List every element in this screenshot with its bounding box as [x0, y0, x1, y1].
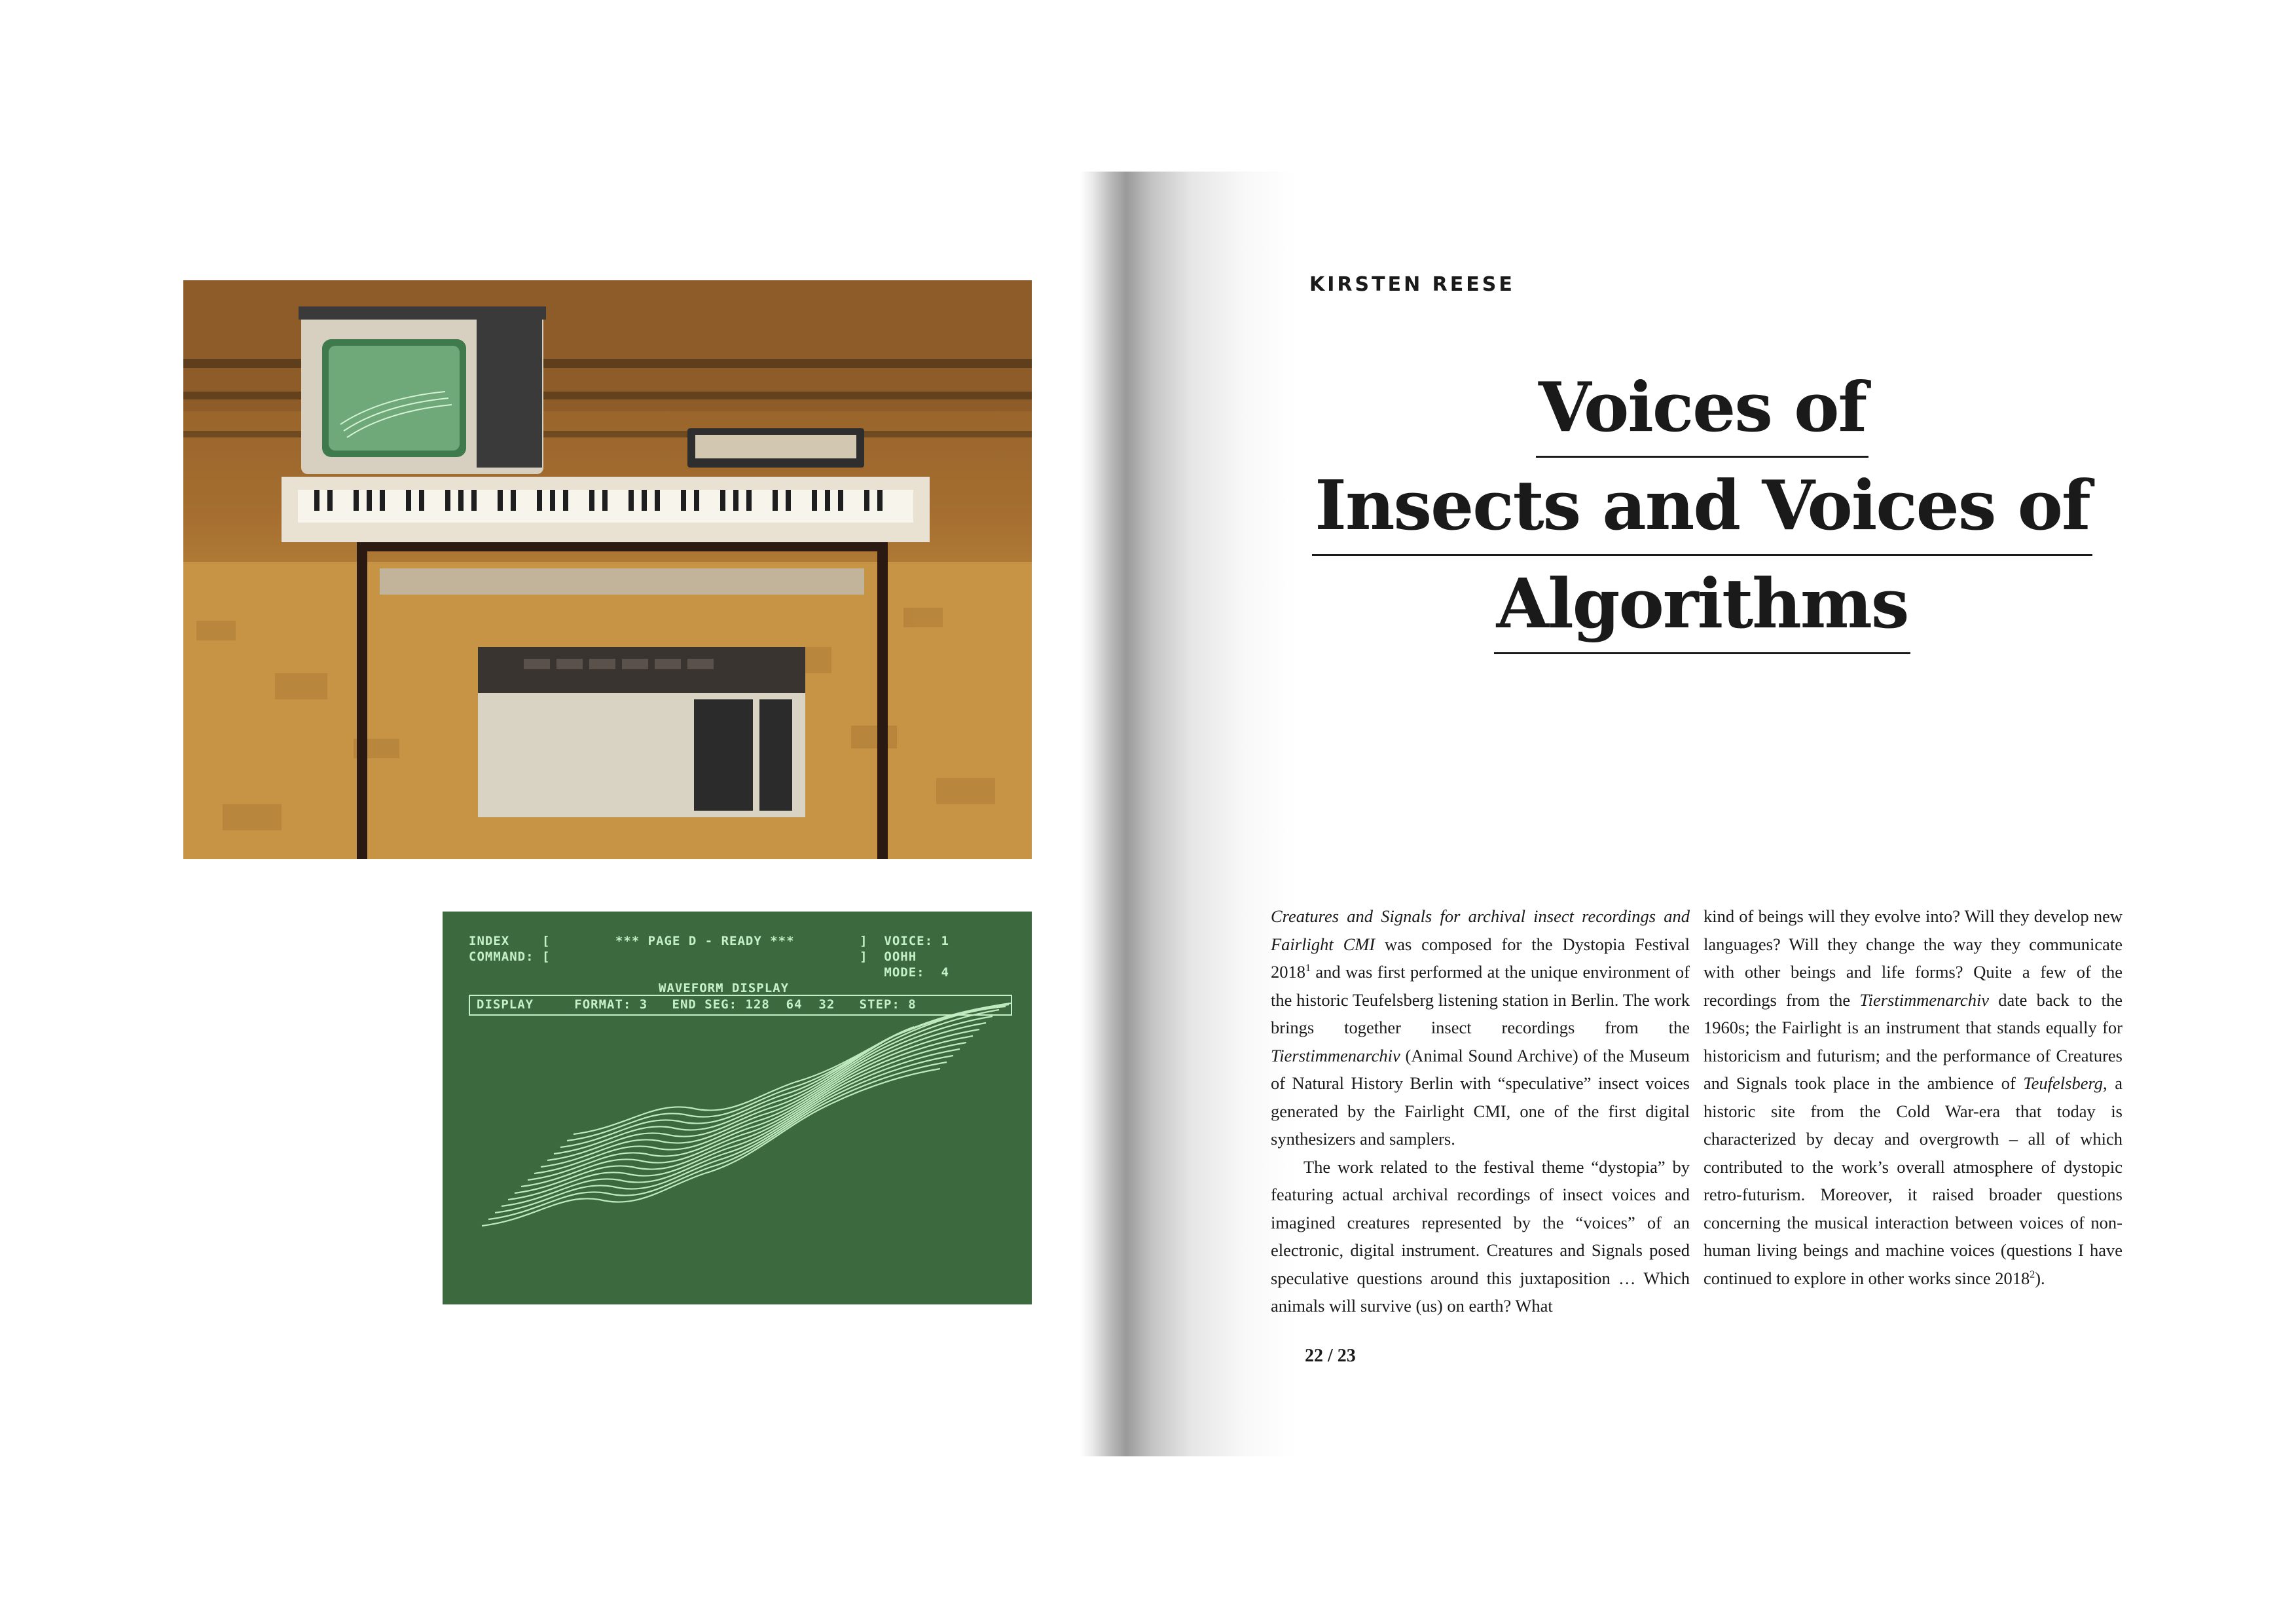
- fairlight-photo-drawing: [183, 280, 1032, 859]
- body-text: , a historic site from the Cold War-era that today is characterized by decay and overgrowth – all of which contributed to the work’s overall atmosphere of dystopic retro-futurism. Moreover, it raised broader questions concerning the musical interaction between voices of non-human living beings and machine voices (questions I have continued to explore in other works since 2018: [1704, 1073, 2123, 1288]
- crt-heading: WAVEFORM DISPLAY: [659, 981, 790, 995]
- body-text: date back to the 1960s; the Fairlight is an instrument that stands equally for historicism and futurism; and the performance of Creatures and Signals took place in the ambience of: [1704, 989, 2123, 1093]
- italic-text: Creatures and Signals for archival insect recordings and Fairlight CMI: [1271, 906, 1690, 954]
- paragraph: The work related to the festival theme “dystopia” by featuring actual archival recordings of insect voices and imagined creatures represented by the “voices” of an electronic, digital instrument. Creatures and Signals posed speculative questions around this juxtaposition … Which animals will survive (us) on earth? What: [1271, 1156, 1690, 1316]
- footnote-ref: 2: [2030, 1268, 2035, 1280]
- title-line-3: Algorithms: [1494, 555, 1911, 654]
- title-line-2: Insects and Voices of: [1312, 457, 2092, 556]
- paragraph: [1704, 902, 2123, 1292]
- crt-index-line: INDEX [ *** PAGE D - READY *** ] VOICE: 1: [469, 934, 949, 948]
- footnote-ref: 1: [1305, 963, 1311, 974]
- crt-mode-line: MODE: 4: [469, 965, 949, 980]
- body-text: was composed for the Dystopia Festival 2018: [1271, 934, 1690, 982]
- fairlight-photo: [183, 280, 1032, 859]
- left-page: [0, 0, 1080, 1624]
- italic-text: Tierstimmenarchiv: [1271, 1045, 1400, 1065]
- crt-command-line: COMMAND: [ ] OOHH: [469, 950, 917, 964]
- crt-display-line: DISPLAY FORMAT: 3 END SEG: 128 64 32 STEP: 8: [477, 997, 917, 1012]
- body-text: and was first performed at the unique environment of the historic Teufelsberg listening station in Berlin. The work brings together insect recordings from the: [1271, 962, 1690, 1037]
- waveform-plot: [443, 912, 1032, 1304]
- body-text: kind of beings will they evolve into? Will they develop new languages? Will they change the way they communicate with other beings and life forms? Quite a few of the recordings from the: [1704, 906, 2123, 1010]
- page-number: 22 / 23: [1305, 1346, 1356, 1366]
- body-column-1: [1271, 902, 1690, 1320]
- body-text: ).: [2035, 1268, 2045, 1288]
- italic-text: Teufelsberg: [2023, 1073, 2104, 1093]
- italic-text: Tierstimmenarchiv: [1859, 989, 1990, 1010]
- author-name: KIRSTEN REESE: [1309, 273, 1515, 296]
- body-text: (Animal Sound Archive) of the Museum of Natural History Berlin with “speculative” insect voices generated by the Fairlight CMI, one of the first digital synthesizers and samplers.: [1271, 1045, 1690, 1149]
- title-line-1: Voices of: [1536, 359, 1868, 458]
- crt-waveform-photo: [443, 912, 1032, 1304]
- article-title: [1303, 359, 2102, 654]
- body-column-2: [1704, 902, 2123, 1292]
- paragraph: [1271, 902, 1690, 1153]
